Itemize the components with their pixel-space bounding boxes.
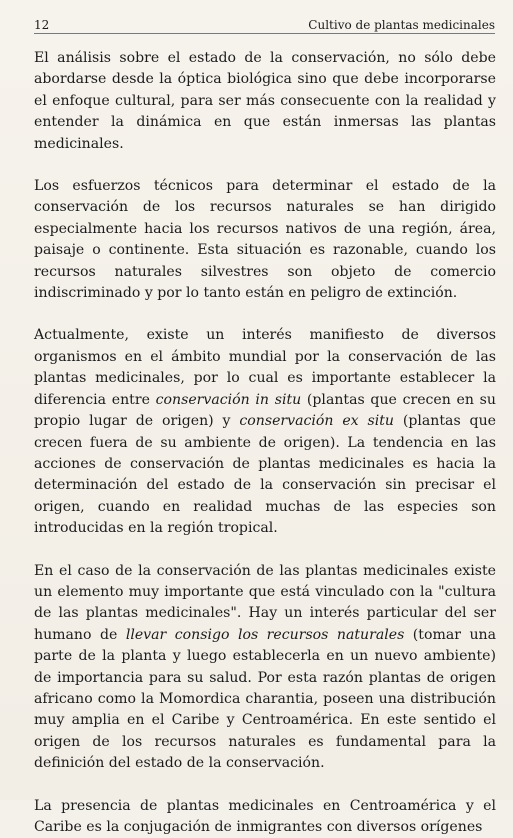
paragraph-3 bbox=[34, 325, 496, 539]
running-title: Cultivo de plantas medicinales bbox=[308, 18, 495, 32]
paragraph-3-text-c: (plantas que crecen en su propio lugar de origen) y bbox=[34, 391, 496, 430]
body-text bbox=[34, 48, 496, 838]
header-rule bbox=[34, 33, 495, 34]
term-ex-situ: conservación ex situ bbox=[239, 413, 394, 430]
paragraph-1: El análisis sobre el estado de la conservación, no sólo debe abordarse desde la óptica biológica sino que debe incorporarse el enfoque cultural, para ser más consecuente con la realidad y entender la dinámica en que están inmersas las plantas medicinales. bbox=[34, 50, 496, 152]
paragraph-4-text-c: (tomar una parte de la planta y luego establecerla en un nuevo ambiente) de importancia para su salud. Por esta razón plantas de origen africano como la Momordica charantia, poseen una distribución muy amplia en el Caribe y Centroamérica. En este sentido el origen de los recursos naturales es fundamental para la definición del estado de la conservación. bbox=[34, 626, 497, 772]
page-number: 12 bbox=[34, 18, 50, 32]
phrase-llevar-consigo: llevar consigo los recursos naturales bbox=[125, 626, 405, 643]
paragraph-2: Los esfuerzos técnicos para determinar el estado de la conservación de los recursos naturales se han dirigido especialmente hacia los recursos nativos de una región, área, paisaje o continente. Esta situación es razonable, cuando los recursos naturales silvestres son objeto de comercio indiscriminado y por lo tanto están en peligro de extinción. bbox=[34, 178, 496, 302]
paragraph-5: La presencia de plantas medicinales en Centroamérica y el Caribe es la conjugación de inmigrantes con diversos orígenes bbox=[34, 797, 496, 835]
running-header bbox=[34, 14, 495, 32]
term-in-situ: conservación in situ bbox=[155, 391, 302, 408]
paragraph-3-text-e: (plantas que crecen fuera de su ambiente de origen). La tendencia en las acciones de conservación de plantas medicinales es hacia la determinación del estado de la conservación sin precisar el origen, cuando en realidad muchas de las especies son introducidas en la región tropical. bbox=[34, 413, 496, 537]
paragraph-4-text-a: En el caso de la conservación de las plantas medicinales existe un elemento muy importante que está vinculado con la "cultura de las plantas medicinales". Hay un interés particular del ser humano de bbox=[34, 562, 496, 643]
paragraph-4 bbox=[34, 561, 496, 775]
paragraph-3-text-a: Actualmente, existe un interés manifiesto de diversos organismos en el ámbito mundial por la conservación de las plantas medicinales, por lo cual es importante establecer la diferencia entre bbox=[34, 327, 496, 408]
